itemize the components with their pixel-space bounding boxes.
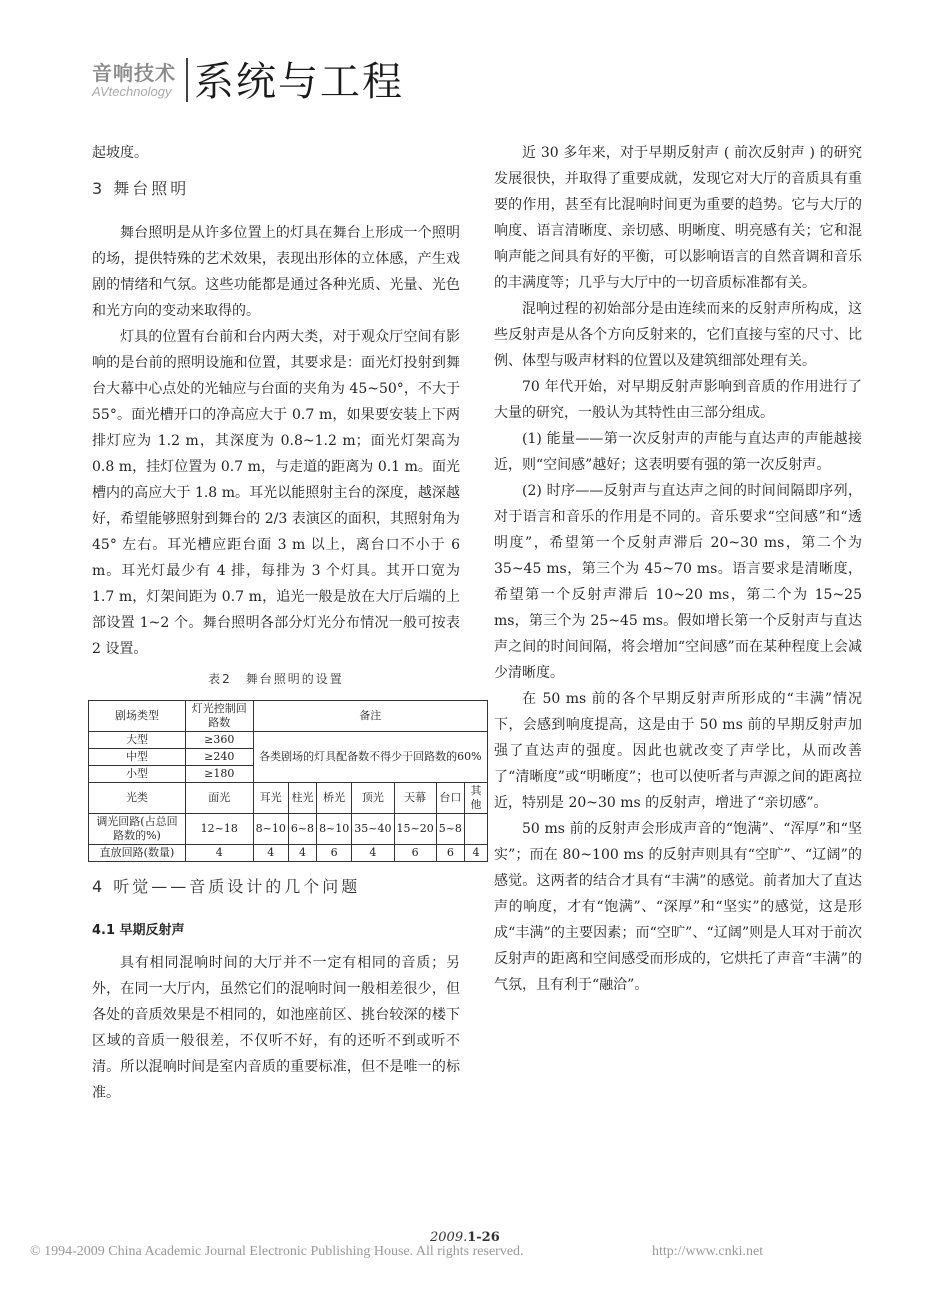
table-row	[89, 814, 488, 845]
table-cell: 4	[185, 845, 253, 862]
paragraph: 起坡度。	[92, 145, 148, 161]
issue-year: 2009.	[430, 1230, 468, 1245]
table-cell: 其他	[464, 783, 487, 814]
table-cell: 6~8	[288, 814, 316, 845]
table-cell: 6	[317, 845, 352, 862]
paragraph: 具有相同混响时间的大厅并不一定有相同的音质；另外，在同一大厅内，虽然它们的混响时间一般相差很少，但各处的音质效果是不相同的，如池座前区、挑台较深的楼下区域的音质一般很差，不仅听不好，有的还听不到或听不清。所以混响时间是室内音质的重要标准，但不是唯一的标准。	[92, 955, 460, 1101]
paragraph: 灯具的位置有台前和台内两大类，对于观众厅空间有影响的是台前的照明设施和位置，其要求是：面光灯投射到舞台大幕中心点处的光轴应与台面的夹角为 45~50°，不大于 55°。面光槽开口的净高应大于 0.7 m，如果要安装上下两排灯应为 1.2 m，其深度为 0.8~1.2 m；面光灯架高为 0.8 m，挂灯位置为 0.7 m，与走道的距离为 0.1 m。面光槽内的高应大于 1.8 m。耳光以能照射主台的深度，越深越好，希望能够照射到舞台的 2/3 表演区的面积，其照射角为 45° 左右。耳光槽应距台面 3 m 以上，离台口不小于 6 m。耳光灯最少有 4 排，每排为 3 个灯具。其开口宽为 1.7 m，灯架间距为 0.7 m，追光一般是放在大厅后端的上部设置 1~2 个。舞台照明各部分灯光分布情况一般可按表 2 设置。	[92, 329, 460, 657]
table-row	[89, 845, 488, 862]
left-column	[92, 140, 482, 1106]
table-cell: 8~10	[317, 814, 352, 845]
section-heading-4: 4 听觉——音质设计的几个问题	[92, 877, 361, 896]
header-divider	[186, 58, 188, 102]
paragraph: 舞台照明是从许多位置上的灯具在舞台上形成一个照明的场，提供特殊的艺术效果，表现出形体的立体感，产生戏剧的情绪和气氛。这些功能都是通过各种光质、光量、光色和光方向的变动来取得的。	[92, 225, 460, 319]
table-cell: ≥180	[185, 766, 253, 783]
paragraph: (2) 时序——反射声与直达声之间的时间间隔即序列，对于语言和音乐的作用是不同的。音乐要求“空间感”和“透明度”，希望第一个反射声滞后 20~30 ms，第二个为 35~45 ms，第三个为 45~70 ms。语言要求是清晰度，希望第一个反射声滞后 10~20 ms，第二个为 15~25 ms，第三个为 25~45 ms。假如增长第一个反射声与直达声之间的时间间隔，将会增加“空间感”而在某种程度上会减少清晰度。	[494, 483, 862, 681]
table-cell: 35~40	[352, 814, 394, 845]
right-column	[494, 140, 862, 998]
section-heading-3: 3 舞台照明	[92, 179, 190, 198]
table-cell: 4	[464, 845, 487, 862]
paragraph: 混响过程的初始部分是由连续而来的反射声所构成，这些反射声是从各个方向反射来的，它们直接与室的尺寸、比例、体型与吸声材料的位置以及建筑细部处理有关。	[494, 301, 862, 369]
table-cell: 4	[352, 845, 394, 862]
copyright-notice: © 1994-2009 China Academic Journal Electronic Publishing House. All rights reserved.	[30, 1244, 524, 1259]
table-row	[89, 783, 488, 814]
table-cell: 5~8	[436, 814, 464, 845]
table-cell: 光类	[89, 783, 186, 814]
table-cell: 小型	[89, 766, 186, 783]
table-cell: 顶光	[352, 783, 394, 814]
footer-url: http://www.cnki.net	[652, 1244, 764, 1259]
section-title: 系统与工程	[194, 59, 404, 105]
page-number	[430, 1230, 500, 1245]
table-cell: 4	[253, 845, 288, 862]
table-cell: 4	[288, 845, 316, 862]
paragraph: 近 30 多年来，对于早期反射声 ( 前次反射声 ) 的研究发展很快，并取得了重要成就，发现它对大厅的音质具有重要的作用，甚至有比混响时间更为重要的趋势。它与大厅的响度、语言清晰度、亲切感、明晰度、明亮感有关；它和混响声能之间具有好的平衡，可以影响语言的自然音调和音乐的丰满度等；几乎与大厅中的一切音质标准都有关。	[494, 145, 862, 291]
table-cell: 天幕	[394, 783, 436, 814]
table-cell: ≥360	[185, 732, 253, 749]
table-cell: 桥光	[317, 783, 352, 814]
logo-english: AVtechnology	[92, 84, 172, 99]
table-cell: ≥240	[185, 749, 253, 766]
table-cell: 8~10	[253, 814, 288, 845]
table-note: 各类剧场的灯具配备数不得少于回路数的60%	[253, 732, 487, 783]
paragraph: 在 50 ms 前的各个早期反射声所形成的“丰满”情况下，会感到响度提高，这是由于 50 ms 前的早期反射声加强了直达声的强度。因此也就改变了声学比，从而改善了“清晰度”或“明晰度”；也可以使听者与声源之间的距离拉近，特别是 20~30 ms 的反射声，增进了“亲切感”。	[494, 691, 862, 811]
table-cell: 面光	[185, 783, 253, 814]
table-cell: 6	[436, 845, 464, 862]
table-header: 剧场类型	[89, 701, 186, 732]
journal-logo	[92, 62, 184, 100]
table-cell: 台口	[436, 783, 464, 814]
table-cell: 直放回路(数量)	[89, 845, 186, 862]
table-cell: 6	[394, 845, 436, 862]
logo-chinese: 音响技术	[92, 61, 176, 85]
paragraph: 70 年代开始，对早期反射声影响到音质的作用进行了大量的研究，一般认为其特性由三部分组成。	[494, 379, 862, 421]
table-cell	[464, 814, 487, 845]
table-cell: 中型	[89, 749, 186, 766]
lighting-table	[88, 700, 488, 862]
table-cell: 15~20	[394, 814, 436, 845]
table-header: 灯光控制回路数	[185, 701, 253, 732]
paragraph: (1) 能量——第一次反射声的声能与直达声的声能越接近，则“空间感”越好；这表明要有强的第一次反射声。	[494, 431, 862, 473]
table-cell: 大型	[89, 732, 186, 749]
paragraph: 50 ms 前的反射声会形成声音的“饱满”、“浑厚”和“坚实”；而在 80~100 ms 的反射声则具有“空旷”、“辽阔”的感觉。这两者的结合才具有“丰满”的感觉。前者加大了直达声的响度，才有“饱满”、“深厚”和“坚实”的感觉，这是形成“丰满”的主要因素；而“空旷”、“辽阔”则是人耳对于前次反射声的距离和空间感受而形成的，它烘托了声音“丰满”的气氛，且有利于“融洽”。	[494, 821, 862, 993]
table-cell: 柱光	[288, 783, 316, 814]
table-cell: 耳光	[253, 783, 288, 814]
subsection-heading: 4.1 早期反射声	[92, 923, 185, 938]
table-cell: 12~18	[185, 814, 253, 845]
issue-page: 1-26	[467, 1230, 500, 1245]
table-cell: 调光回路(占总回路数的%)	[89, 814, 186, 845]
table-caption: 表2 舞台照明的设置	[208, 672, 344, 686]
table-header: 备注	[253, 701, 487, 732]
